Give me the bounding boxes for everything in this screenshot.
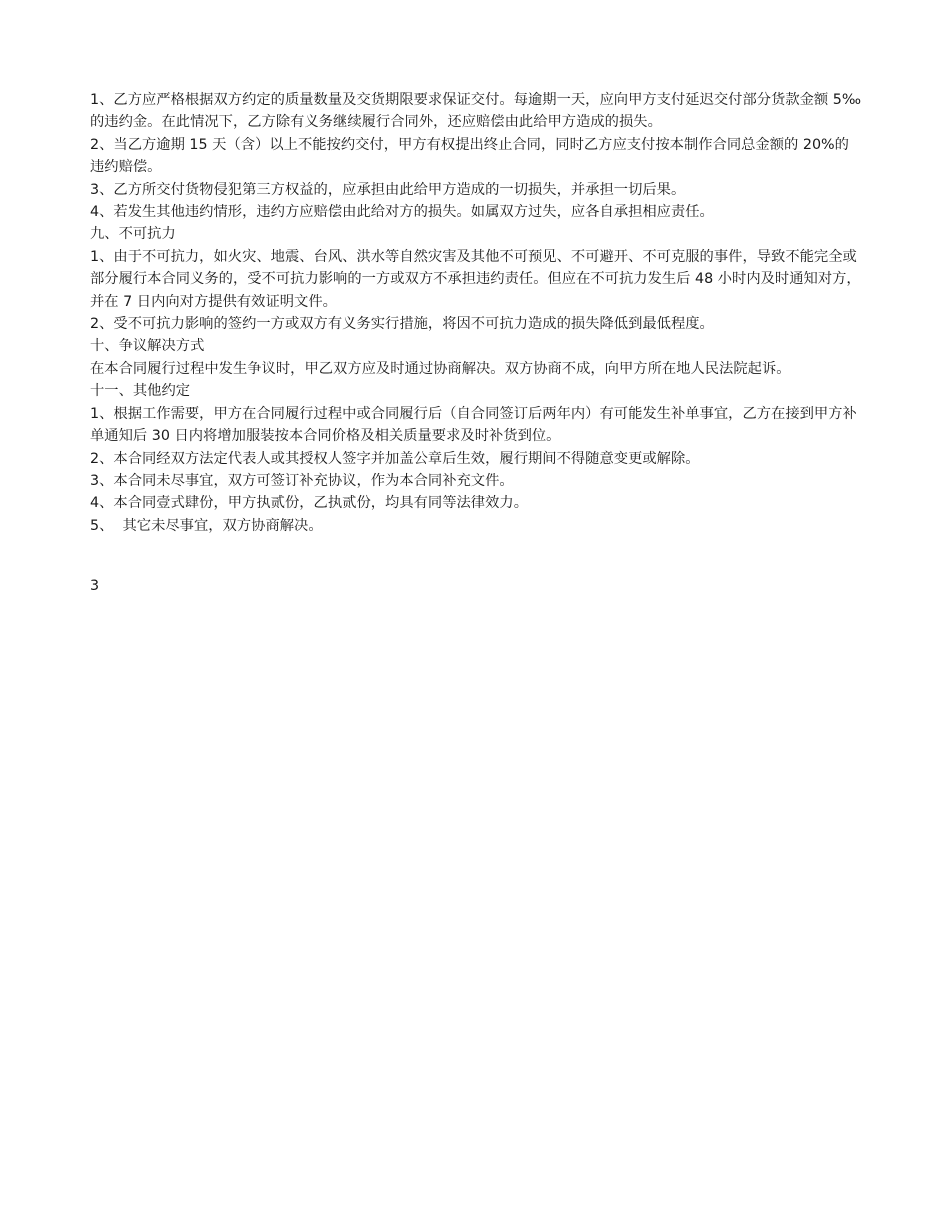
section-heading-dispute-resolution: 十、争议解决方式 [90, 338, 205, 355]
clause-11-1: 1、根据工作需要，甲方在合同履行过程中或合同履行后（自合同签订后两年内）有可能发生补单事宜，乙方在接到甲方补单通知后 30 日内将增加服装按本合同价格及相关质量要求及时补货到位。 [90, 405, 857, 445]
clause-11-5: 5、 其它未尽事宜，双方协商解决。 [90, 517, 323, 534]
clause-8-2: 2、当乙方逾期 15 天（含）以上不能按约交付，甲方有权提出终止合同，同时乙方应支付按本制作合同总金额的 20%的违约赔偿。 [90, 136, 849, 176]
section-heading-other-terms: 十一、其他约定 [90, 383, 191, 400]
clause-8-4: 4、若发生其他违约情形，违约方应赔偿由此给对方的损失。如属双方过失，应各自承担相应责任。 [90, 204, 714, 221]
clause-11-3: 3、本合同未尽事宜，双方可签订补充协议，作为本合同补充文件。 [90, 472, 514, 489]
clause-8-3: 3、乙方所交付货物侵犯第三方权益的，应承担由此给甲方造成的一切损失，并承担一切后果。 [90, 181, 686, 198]
clause-9-1: 1、由于不可抗力，如火灾、地震、台风、洪水等自然灾害及其他不可预见、不可避开、不可克服的事件，导致不能完全或部分履行本合同义务的，受不可抗力影响的一方或双方不承担违约责任。但应在不可抗力发生后 48 小时内及时通知对方，并在 7 日内向对方提供有效证明文件。 [90, 248, 861, 310]
document-body [90, 89, 862, 537]
clause-11-4: 4、本合同壹式肆份，甲方执贰份，乙执贰份，均具有同等法律效力。 [90, 495, 528, 512]
clause-8-1: 1、乙方应严格根据双方约定的质量数量及交货期限要求保证交付。每逾期一天，应向甲方支付延迟交付部分货款金额 5‰的违约金。在此情况下，乙方除有义务继续履行合同外，还应赔偿由此给甲方造成的损失。 [90, 92, 862, 131]
clause-9-2: 2、受不可抗力影响的签约一方或双方有义务实行措施，将因不可抗力造成的损失降低到最低程度。 [90, 316, 714, 333]
page-number: 3 [90, 578, 100, 594]
clause-11-2: 2、本合同经双方法定代表人或其授权人签字并加盖公章后生效，履行期间不得随意变更或解除。 [90, 450, 700, 467]
section-heading-force-majeure: 九、不可抗力 [90, 226, 176, 243]
clause-10: 在本合同履行过程中发生争议时，甲乙双方应及时通过协商解决。双方协商不成，向甲方所在地人民法院起诉。 [90, 360, 791, 377]
